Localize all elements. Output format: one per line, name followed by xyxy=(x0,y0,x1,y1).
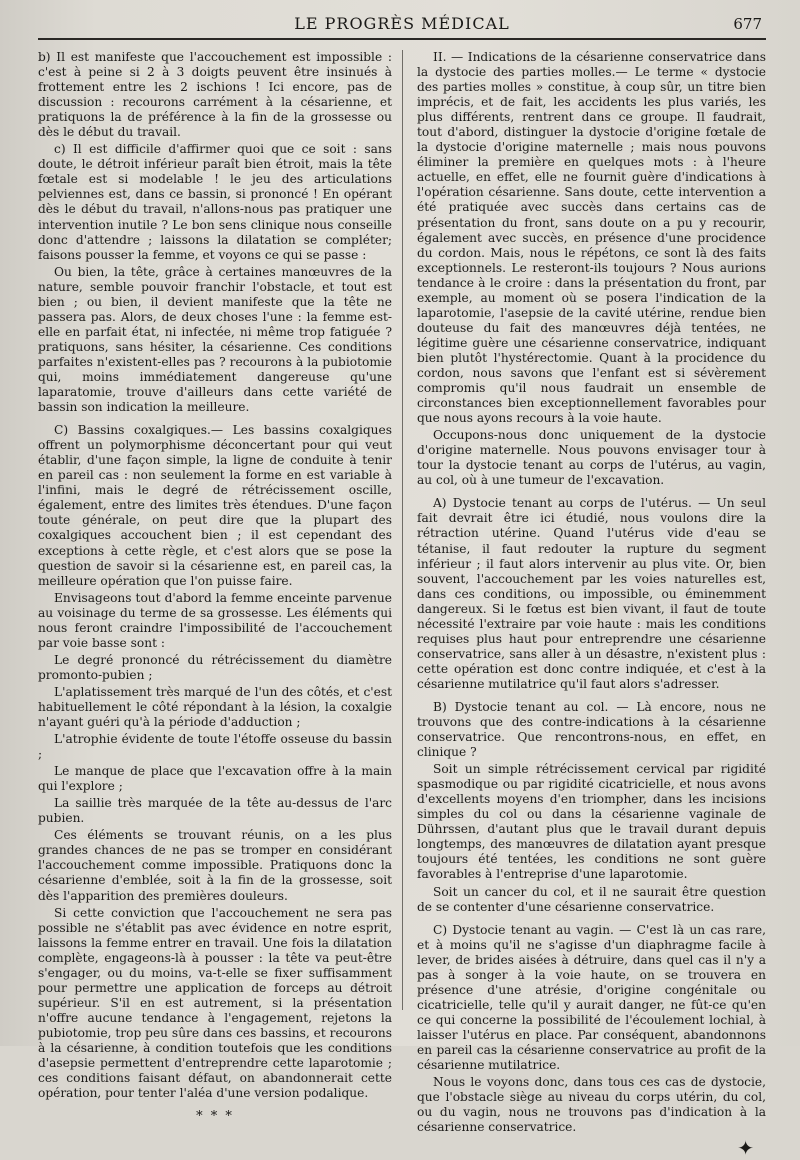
list-item: Le degré prononcé du rétrécissement du diamètre promonto-pubien ; xyxy=(38,652,392,682)
section-uterus: A) Dystocie tenant au corps de l'utérus. — Un seul fait devrait être ici étudié, nous voulons dire la rétraction utérine. Quand l'utérus vide d'eau se tétanise, il faut redouter la rupture du segment inférieur ; il faut alors intervenir au plus vite. Or, bien souvent, l'accouchement par les voies naturelles est, dans ces conditions, ou impossible, ou éminemment dangereux. Si le fœtus est bien vivant, il faut de toute nécessité l'extraire par voie haute : mais les conditions requises plus haut pour entreprendre une césarienne conservatrice, sans aller à un désastre, n'existent plus : cette opération est donc contre indiquée, et c'est à la césarienne mutilatrice qu'il faut alors s'adresser. xyxy=(417,496,766,691)
paragraph: Si cette conviction que l'accouchement ne sera pas possible ne s'établit pas avec évidence en notre esprit, laissons la femme entrer en travail. Une fois la dilatation complète, engageons-là à pousser : la tête va peut-être s'engager, ou du moins, va-t-elle se fixer suffisamment pour permettre une application de forceps au détroit supérieur. S'il en est autrement, si la présentation n'offre aucune tendance à l'engagement, rejetons la pubiotomie, trop peu sûre dans ces bassins, et recourons à la césarienne, à condition toutefois que les conditions d'asepsie permettent d'entreprendre cette laparotomie ; ces conditions faisant défaut, on abandonnerait cette opération, pour tenter l'aléa d'une version podalique. xyxy=(38,905,392,1101)
paragraph: Envisageons tout d'abord la femme enceinte parvenue au voisinage du terme de sa grossesse. Les éléments qui nous feront craindre l'impossibilité de l'accouchement par voie basse sont : xyxy=(38,590,392,650)
paragraph: c) Il est difficile d'affirmer quoi que ce soit : sans doute, le détroit inférieur paraît bien étroit, mais la tête fœtale est si modelable ! le jeu des articulations pelviennes est, dans ce bassin, si prononcé ! En opérant dès le début du travail, n'allons-nous pas pratiquer une intervention inutile ? Le bon sens clinique nous conseille donc d'attendre ; laissons la dilatation se compléter; faisons pousser la femme, et voyons ce qui se passe : xyxy=(38,142,392,262)
paragraph: Ces éléments se trouvant réunis, on a les plus grandes chances de ne pas se tromper en considérant l'accouchement comme impossible. Pratiquons donc la césarienne d'emblée, soit à la fin de la grossesse, soit dès l'apparition des premières douleurs. xyxy=(38,828,392,903)
end-ornament: ✦ xyxy=(737,1136,754,1160)
paragraph: b) Il est manifeste que l'accouchement est impossible : c'est à peine si 2 à 3 doigts peuvent être insinués à frottement entre les 2 ischions ! Ici encore, pas de discussion : recourons carrément à la césarienne, et pratiquons la de préférence à la fin de la grossesse ou dès le début du travail. xyxy=(38,50,392,140)
section-col: B) Dystocie tenant au col. — Là encore, nous ne trouvons que des contre-indications à la césarienne conservatrice. Que rencontrons-nous, en effet, en clinique ? xyxy=(417,699,766,760)
paragraph: Occupons-nous donc uniquement de la dystocie d'origine maternelle. Nous pouvons envisager tour à tour la dystocie tenant au corps de l'utérus, au vagin, au col, où à une tumeur de l'excavation. xyxy=(417,428,766,488)
paragraph: Soit un cancer du col, et il ne saurait être question de se contenter d'une césarienne conservatrice. xyxy=(417,884,766,914)
section-coxalgiques: C) Bassins coxalgiques.— Les bassins coxalgiques offrent un polymorphisme déconcertant pour qui veut établir, d'une façon simple, la ligne de conduite à tenir en pareil cas : non seulement la forme en est variable à l'infini, mais le degré de rétrécissement oscille, également, entre des limites très étendues. D'une façon toute générale, on peut dire que la plupart des coxalgiques accouchent bien ; il est cependant des exceptions à cette règle, et c'est alors que se pose la question de savoir si la césarienne est, en pareil cas, la meilleure opération que l'on puisse faire. xyxy=(38,423,392,588)
section-indications: II. — Indications de la césarienne conservatrice dans la dystocie des parties molles.— Le terme « dystocie des parties molles » constitue, à coup sûr, un titre bien imprécis, et de fait, les accidents les plus variés, les plus différents, rentrent dans ce groupe. Il faudrait, tout d'abord, distinguer la dystocie d'origine fœtale de la dystocie d'origine maternelle ; mais nous pouvons éliminer la première en quelques mots : à l'heure actuelle, en effet, elle ne fournit guère d'indications à l'opération césarienne. Sans doute, cette intervention a été pratiquée avec succès dans certains cas de présentation du front, sans doute on a pu y recourir, également avec succès, en présence d'une procidence du cordon. Mais, nous le répétons, ce sont là des faits exceptionnels. Le resteront-ils toujours ? Nous aurions tendance à le croire : dans la présentation du front, par exemple, au moment où se posera l'indication de la laparotomie, l'asepsie de la cavité utérine, rendue bien douteuse du fait des manœuvres déjà tentées, ne légitime guère une césarienne conservatrice, indiquant bien plutôt l'hystérectomie. Quant à la procidence du cordon, nous savons que l'enfant est si sévèrement compromis qu'il nous faudrait un ensemble de circonstances bien exceptionnellement favorables pour que nous ayons recours à la voie haute. xyxy=(417,50,766,426)
paragraph: Nous le voyons donc, dans tous ces cas de dystocie, que l'obstacle siège au niveau du corps utérin, du col, ou du vagin, nous ne trouvons pas d'indication à la césarienne conservatrice. xyxy=(417,1075,766,1135)
header-rule xyxy=(38,38,766,40)
list-item: L'aplatissement très marqué de l'un des côtés, et c'est habituellement le côté répondant à la lésion, la coxalgie n'ayant guéri qu'à la période d'adduction ; xyxy=(38,684,392,730)
running-header xyxy=(38,0,766,42)
list-item: La saillie très marquée de la tête au-dessus de l'arc pubien. xyxy=(38,796,392,826)
list-item: Le manque de place que l'excavation offre à la main qui l'explore ; xyxy=(38,764,392,794)
journal-title: LE PROGRÈS MÉDICAL xyxy=(294,14,510,33)
two-column-body xyxy=(38,50,766,1160)
right-column xyxy=(402,50,766,1160)
page-number: 677 xyxy=(733,15,762,33)
section-separator: * * * xyxy=(196,1109,234,1125)
paragraph: Ou bien, la tête, grâce à certaines manœuvres de la nature, semble pouvoir franchir l'obstacle, et tout est bien ; ou bien, il devient manifeste que la tête ne passera pas. Alors, de deux choses l'une : la femme est-elle en parfait état, ni infectée, ni même trop fatiguée ? pratiquons, sans hésiter, la césarienne. Ces conditions parfaites n'existent-elles pas ? recourons à la pubiotomie qui, moins immédiatement dangereuse qu'une laparatomie, trouve d'ailleurs dans cette variété de bassin son indication la meilleure. xyxy=(38,264,392,415)
section-vagin: C) Dystocie tenant au vagin. — C'est là un cas rare, et à moins qu'il ne s'agisse d'un diaphragme facile à lever, de brides aisées à détruire, dans quel cas il n'y a pas à songer à la voie haute, on se trouvera en présence d'une atrésie, d'origine congénitale ou cicatricielle, telle qu'il y aurait danger, ne fût-ce qu'en ce qui concerne la possibilité de l'écoulement lochial, à laisser l'utérus en place. Par conséquent, abandonnons en pareil cas la césarienne conservatrice au profit de la césarienne mutilatrice. xyxy=(417,922,766,1073)
left-column xyxy=(38,50,402,1125)
list-item: L'atrophie évidente de toute l'étoffe osseuse du bassin ; xyxy=(38,732,392,762)
paragraph: Soit un simple rétrécissement cervical par rigidité spasmodique ou par rigidité cicatricielle, et nous avons d'excellents moyens d'en triompher, dans les incisions simples du col ou dans la césarienne vaginale de Dührssen, d'autant plus que le travail durant depuis longtemps, des manœuvres de dilatation ayant presque toujours été tentées, les conditions ne sont guère favorables à l'entreprise d'une laparotomie. xyxy=(417,762,766,882)
